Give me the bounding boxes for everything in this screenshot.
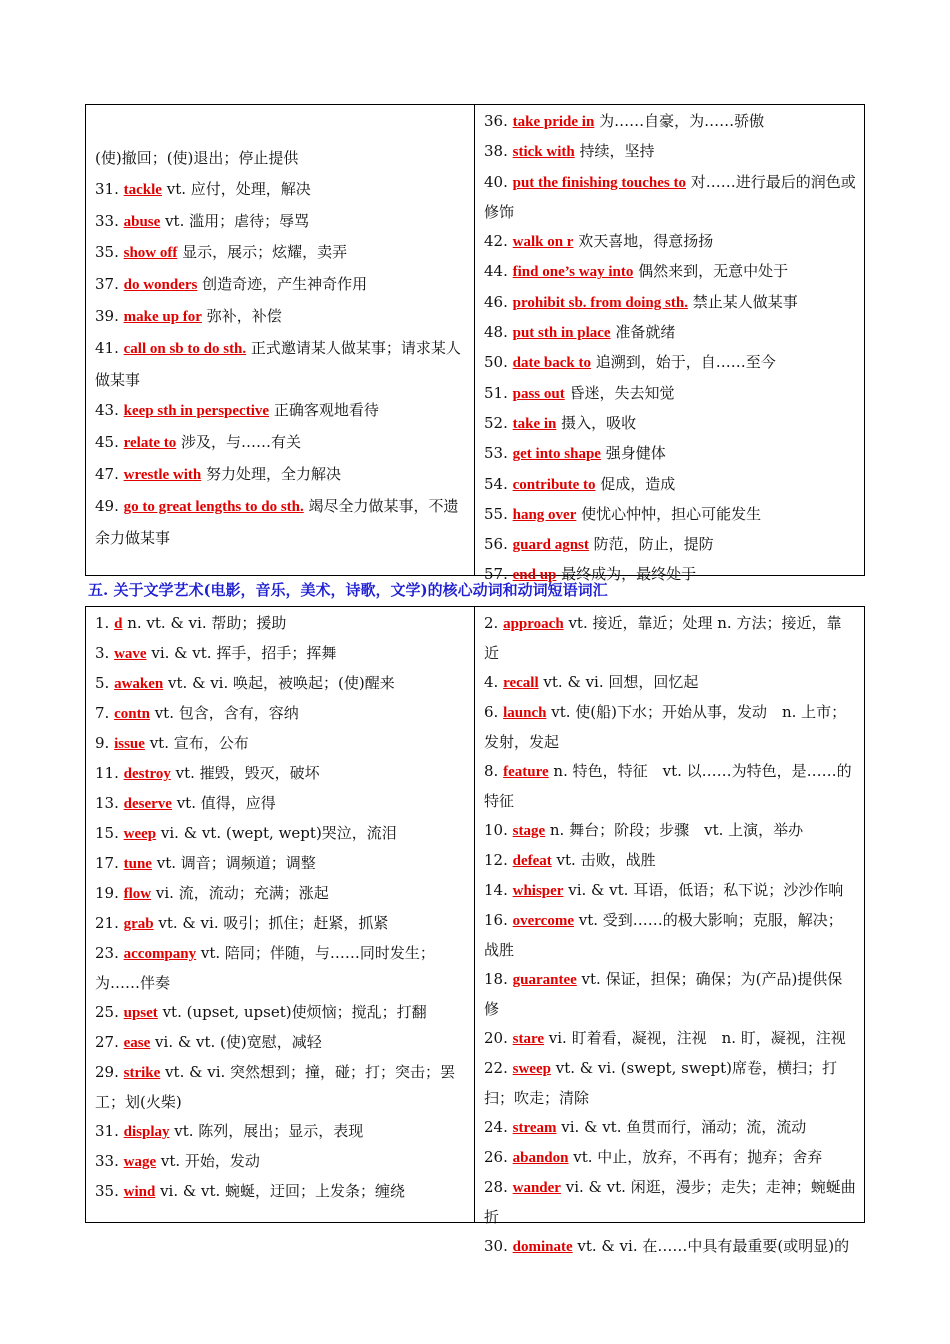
vocab-term: keep sth in perspective [123,403,270,420]
vocab-entry [95,669,466,699]
vocab-definition: vt. 值得，应得 [171,794,276,812]
vocab-definition: vt. 滥用；虐待；辱骂 [160,211,310,230]
vocab-entry [484,1143,856,1173]
entry-number: 35. [95,1182,124,1200]
entry-number: 4. [484,673,504,691]
vocab-definition: vt. 摧毁，毁灭，破坏 [170,764,320,782]
vocab-term: whisper [512,883,564,899]
entry-number: 30. [484,1237,513,1255]
vocab-term: put the finishing touches to [512,174,686,191]
entry-number: 52. [484,413,513,432]
vocab-term: relate to [123,435,177,452]
vocab-definition: vt. 宣布，公布 [144,734,249,752]
vocab-term: wind [123,1184,156,1200]
vocab-definition: vi. & vt. 闲逛，漫步；走失；走神；蜿蜒曲折 [484,1178,856,1226]
entry-number: 49. [95,496,124,515]
vocab-entry [484,470,856,500]
vocab-definition: vi. & vt. (wept, wept)哭泣，流泪 [156,824,397,842]
vocab-term: dominate [512,1239,573,1255]
entry-number: 1. [95,614,115,632]
vocab-entry [484,1232,856,1262]
vocab-term: weep [123,826,157,842]
vocab-entry [484,1173,856,1232]
vocab-definition: 正确客观地看待 [269,401,379,420]
vocab-term: call on sb to do sth. [123,340,247,357]
vocab-entry [95,1028,466,1058]
vocab-term: grab [123,916,154,932]
section-heading: 五. 关于文学艺术(电影，音乐，美术，诗歌，文学)的核心动词和动词短语词汇 [88,581,608,599]
vocab-definition: 持续，坚持 [574,142,655,161]
vocab-term: pass out [512,385,565,402]
entry-number: 54. [484,474,513,493]
vocab-entry [484,379,856,409]
vocab-entry [484,348,856,378]
table-column-left [86,105,475,575]
entry-number: 26. [484,1148,513,1166]
vocab-entry [484,876,856,906]
vocab-entry [484,227,856,257]
vocab-definition: vi. & vt. 鱼贯而行，涌动；流，流动 [556,1118,807,1136]
vocab-term: contribute to [512,476,596,493]
vocab-definition: vi. & vt. 挥手，招手；挥舞 [146,644,337,662]
vocab-definition: vt. 包含，含有，容纳 [149,704,299,722]
entry-number: 31. [95,1122,124,1140]
vocab-definition: 努力处理，全力解决 [201,464,342,483]
entry-number: 14. [484,881,513,899]
vocab-definition: vi. 盯着看，凝视，注视 n. 盯，凝视，注视 [544,1029,846,1047]
vocab-entry [95,729,466,759]
entry-number: 16. [484,911,513,929]
vocab-definition: n. vt. & vi. 帮助；援助 [122,614,287,632]
vocab-entry [484,609,856,668]
vocab-definition: (使)撤回；(使)退出；停止提供 [95,149,299,167]
entry-number: 15. [95,824,124,842]
entry-number: 40. [484,172,513,191]
vocab-definition: vt. 调音；调频道；调整 [151,854,316,872]
vocab-definition: 强身健体 [600,444,666,463]
vocab-definition: vt. (upset, upset)使烦恼；搅乱；打翻 [157,1003,427,1021]
vocab-term: prohibit sb. from doing sth. [512,294,688,311]
vocab-definition: 欢天喜地，得意扬扬 [573,232,714,251]
vocab-entry [484,1054,856,1113]
entry-number: 19. [95,884,124,902]
vocab-term: display [123,1124,170,1140]
vocab-entry [484,409,856,439]
vocab-entry [484,906,856,965]
entry-number: 53. [484,444,513,463]
entry-number: 33. [95,1152,124,1170]
entry-number: 21. [95,914,124,932]
vocab-definition: 准备就绪 [610,323,676,342]
entry-number: 9. [95,734,115,752]
vocab-term: put sth in place [512,325,611,342]
entry-number: 29. [95,1063,124,1081]
entry-number: 44. [484,262,513,281]
vocab-term: stick with [512,144,575,161]
vocab-term: wage [123,1154,157,1170]
vocab-entry [95,1117,466,1147]
vocab-term: end up [512,567,557,584]
entry-number: 57. [484,565,513,584]
vocab-definition: 促成，造成 [595,474,676,493]
vocab-term: show off [123,245,178,262]
entry-number: 7. [95,704,115,722]
entry-number: 51. [484,383,513,402]
vocab-entry [95,1177,466,1207]
vocab-term: feature [503,764,549,780]
vocab-entry [484,257,856,287]
entry-number: 23. [95,944,124,962]
vocab-definition: vt. & vi. 在……中具有最重要(或明显)的 [572,1237,850,1255]
vocab-entry [95,639,466,669]
vocab-entry [95,789,466,819]
vocab-definition: vt. 保证，担保；确保；为(产品)提供保修 [484,970,843,1018]
entry-number: 43. [95,401,124,420]
vocab-entry [95,491,466,554]
entry-number: 41. [95,338,124,357]
vocab-term: get into shape [512,446,601,463]
vocab-term: stare [512,1031,545,1047]
vocab-definition: 追溯到，始于，自……至今 [590,353,776,372]
entry-number: 3. [95,644,115,662]
vocab-entry [484,757,856,816]
vocab-entry [484,318,856,348]
entry-number: 6. [484,703,504,721]
entry-number: 13. [95,794,124,812]
vocab-entry [484,1024,856,1054]
vocab-entry [484,168,856,228]
entry-number: 37. [95,275,124,294]
entry-number: 48. [484,323,513,342]
vocab-entry [95,879,466,909]
entry-number: 38. [484,142,513,161]
vocab-definition: vt. 中止，放弃，不再有；抛弃；舍弃 [568,1148,823,1166]
vocab-term: guarantee [512,972,577,988]
entry-number: 18. [484,970,513,988]
vocab-entry [95,333,466,396]
entry-number: 55. [484,504,513,523]
vocab-term: issue [114,736,145,752]
vocab-entry [484,288,856,318]
vocab-term: d [114,616,123,632]
vocab-definition: 对……进行最后的润色或修饰 [484,172,856,221]
vocab-term: tune [123,856,152,872]
vocab-definition: vt. & vi. 突然想到；撞，碰；打；突击；罢工；划(火柴) [95,1063,456,1111]
vocab-definition: vt. & vi. 回想，回忆起 [538,673,699,691]
vocab-entry [484,530,856,560]
vocab-term: abuse [123,213,161,230]
entry-number: 31. [95,179,124,198]
vocab-term: hang over [512,506,577,523]
table-column-right [475,607,864,1255]
entry-number: 35. [95,243,124,262]
entry-number: 33. [95,211,124,230]
vocab-entry [484,137,856,167]
vocab-entry [95,174,466,206]
vocab-definition: vt. & vi. (swept, swept)席卷，横扫；打扫；吹走；清除 [484,1059,838,1107]
vocab-entry [95,609,466,639]
vocab-term: walk on r [512,234,574,251]
vocab-term: wrestle with [123,466,202,483]
vocab-definition: vt. 受到……的极大影响；克服，解决；战胜 [484,911,843,959]
entry-number: 24. [484,1118,513,1136]
entry-number: 20. [484,1029,513,1047]
vocab-term: defeat [512,853,552,869]
vocab-entry [95,699,466,729]
vocab-definition: 使忧心忡忡，担心可能发生 [576,504,762,523]
entry-number: 2. [484,614,504,632]
vocab-term: upset [123,1005,158,1021]
vocab-definition: 创造奇迹，产生神奇作用 [197,275,368,294]
vocab-entry [95,998,466,1028]
vocab-definition: 防范，防止，提防 [588,535,714,554]
vocab-definition: 昏迷，失去知觉 [564,383,675,402]
vocab-term: contn [114,706,150,722]
entry-number: 50. [484,353,513,372]
vocab-term: strike [123,1065,161,1081]
vocab-term: find one’s way into [512,264,634,281]
vocab-definition: 为……自豪，为……骄傲 [594,112,765,130]
vocab-definition: vt. 使(船)下水；开始从事，发动 n. 上市；发射，发起 [484,703,847,751]
vocab-term: sweep [512,1061,551,1077]
vocab-entry [95,395,466,427]
vocab-entry [484,668,856,698]
entry-number: 17. [95,854,124,872]
vocab-definition: vt. 陈列，展出；显示，表现 [169,1122,364,1140]
entry-number: 46. [484,292,513,311]
vocab-entry [95,759,466,789]
vocab-entry [484,816,856,846]
entry-number: 12. [484,851,513,869]
vocab-definition: vt. & vi. 唤起，被唤起；(使)醒来 [163,674,395,692]
table-column-left [86,607,475,1222]
entry-number: 25. [95,1003,124,1021]
vocab-definition: 弥补，补偿 [201,306,282,325]
vocab-term: date back to [512,355,591,372]
entry-number: 47. [95,464,124,483]
entry-number: 8. [484,762,504,780]
vocab-term: guard agnst [512,537,589,554]
vocab-entry [95,819,466,849]
entry-number: 28. [484,1178,513,1196]
entry-number: 56. [484,535,513,554]
vocab-entry [484,965,856,1024]
vocab-definition: vi. & vt. 蜿蜒，迂回；上发条；缠绕 [155,1182,406,1200]
vocab-definition: 偶然来到，无意中处于 [633,262,789,281]
vocab-term: accompany [123,946,197,962]
vocab-term: take pride in [512,114,595,130]
vocab-term: stage [512,823,546,839]
vocab-definition: 禁止某人做某事 [687,292,798,311]
vocab-term: do wonders [123,277,198,294]
entry-number: 36. [484,112,513,130]
vocab-table-literature-arts [85,606,865,1255]
vocab-definition: n. 特色，特征 vt. 以……为特色，是……的特征 [484,762,852,810]
vocab-definition: 最终成为，最终处于 [556,565,697,584]
table-column-right [475,105,864,584]
vocab-definition: vt. 接近，靠近；处理 n. 方法；接近，靠近 [484,614,842,662]
vocab-entry [484,500,856,530]
vocab-entry [95,459,466,491]
entry-number: 5. [95,674,115,692]
vocab-definition: vi. & vt. 耳语，低语；私下说；沙沙作响 [563,881,844,899]
vocab-entry [484,439,856,469]
entry-number: 42. [484,232,513,251]
vocab-definition: 正式邀请某人做某事；请求某人做某事 [95,338,461,389]
vocab-term: wander [512,1180,561,1196]
entry-number: 11. [95,764,124,782]
vocab-entry [95,909,466,939]
vocab-term: take in [512,415,557,432]
vocab-definition: vt. & vi. 吸引；抓住；赶紧，抓紧 [153,914,389,932]
vocab-entry [95,939,466,998]
vocab-definition: 摄入，吸收 [556,413,637,432]
vocab-term: approach [503,616,564,632]
vocab-definition: 显示，展示；炫耀，卖弄 [177,243,348,262]
vocab-table-top [85,104,865,584]
vocab-entry [95,1147,466,1177]
vocab-entry [95,301,466,333]
vocab-term: ease [123,1035,151,1051]
vocab-entry [95,849,466,879]
vocab-term: flow [123,886,152,902]
vocab-definition: vi. 流，流动；充满；涨起 [151,884,329,902]
vocab-definition: vi. & vt. (使)宽慰，减轻 [150,1033,322,1051]
vocab-term: deserve [123,796,172,812]
vocab-term: launch [503,705,547,721]
vocab-entry [95,269,466,301]
vocab-definition: vt. 击败，战胜 [551,851,656,869]
vocab-entry [484,107,856,137]
entry-number: 10. [484,821,513,839]
vocab-definition: 涉及，与……有关 [176,433,302,452]
vocab-entry [95,237,466,269]
vocab-definition: vt. 开始，发动 [156,1152,260,1170]
vocab-term: overcome [512,913,574,929]
vocab-entry [95,143,466,174]
vocab-term: recall [503,675,539,691]
vocab-term: awaken [114,676,164,692]
vocab-entry [95,427,466,459]
vocab-term: stream [512,1120,557,1136]
vocab-term: wave [114,646,147,662]
vocab-term: make up for [123,308,202,325]
vocab-definition: vt. 应付，处理，解决 [161,179,311,198]
vocab-entry [95,1058,466,1117]
vocab-entry [484,1113,856,1143]
vocab-definition: n. 舞台；阶段；步骤 vt. 上演，举办 [545,821,804,839]
vocab-definition: vt. 陪同；伴随，与……同时发生；为……伴奏 [95,944,435,992]
entry-number: 45. [95,433,124,452]
entry-number: 27. [95,1033,124,1051]
vocab-term: abandon [512,1150,569,1166]
vocab-term: destroy [123,766,171,782]
entry-number: 39. [95,306,124,325]
vocab-entry [484,846,856,876]
entry-number: 22. [484,1059,513,1077]
vocab-term: tackle [123,181,162,198]
vocab-entry [95,206,466,238]
vocab-term: go to great lengths to do sth. [123,498,304,515]
vocab-definition: 竭尽全力做某事，不遗余力做某事 [95,496,459,547]
vocab-entry [484,698,856,757]
